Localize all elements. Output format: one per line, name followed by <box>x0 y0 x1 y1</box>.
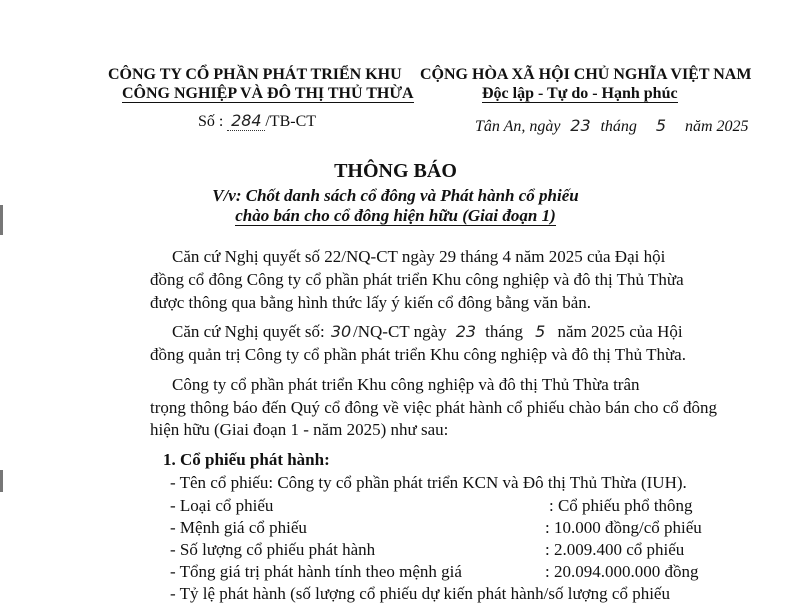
paragraph2-text-a: Căn cứ Nghị quyết số: <box>172 322 325 341</box>
paragraph2-line2: đồng quản trị Công ty cổ phần phát triển Khu công nghiệp và đô thị Thủ Thừa. <box>150 345 686 364</box>
paragraph1-line1: Căn cứ Nghị quyết số 22/NQ-CT ngày 29 tháng 4 năm 2025 của Đại hội <box>172 247 666 266</box>
scan-edge-mark <box>0 470 3 492</box>
document-title: THÔNG BÁO <box>334 160 457 182</box>
paragraph2-text-b: /NQ-CT ngày <box>353 322 447 341</box>
total-par-value-value: : 20.094.000.000 đồng <box>545 562 699 581</box>
company-name-line2 <box>122 85 414 103</box>
stock-name-line: - Tên cổ phiếu: Công ty cổ phần phát triển KCN và Đô thị Thủ Thừa (IUH). <box>170 473 687 492</box>
document-subject-line2 <box>0 206 791 226</box>
issue-quantity-value: : 2.009.400 cổ phiếu <box>545 540 685 559</box>
paragraph3-line1: Công ty cổ phần phát triển Khu công nghiệp và đô thị Thủ Thừa trân <box>172 375 640 394</box>
resolution-number: 30 <box>330 322 352 341</box>
paragraph3-line3: hiện hữu (Giai đoạn 1 - năm 2025) như sau: <box>150 420 449 439</box>
nation-motto <box>482 85 678 103</box>
section1-heading: 1. Cổ phiếu phát hành: <box>163 450 330 469</box>
issue-ratio-line: - Tỷ lệ phát hành (số lượng cổ phiếu dự kiến phát hành/số lượng cổ phiếu <box>170 584 670 603</box>
date-place: Tân An, ngày <box>475 118 561 135</box>
document-number-value: 284 <box>227 111 265 131</box>
resolution-month: 5 <box>535 322 546 341</box>
stock-type-label: - Loại cổ phiếu <box>170 496 274 515</box>
total-par-value-label: - Tổng giá trị phát hành tính theo mệnh giá <box>170 562 462 581</box>
par-value-value: : 10.000 đồng/cổ phiếu <box>545 518 702 537</box>
paragraph2-line1 <box>172 322 683 342</box>
issue-quantity-label: - Số lượng cổ phiếu phát hành <box>170 540 376 559</box>
paragraph2-text-c: tháng <box>485 322 523 341</box>
date-day: 23 <box>570 116 591 135</box>
document-subject-line2-text: chào bán cho cổ đông hiện hữu (Giai đoạn 1) <box>235 206 556 225</box>
date-month-label: tháng <box>600 118 637 135</box>
date-year: năm 2025 <box>684 118 749 135</box>
document-number-prefix: Số : <box>198 113 224 130</box>
date-month: 5 <box>655 116 667 135</box>
company-name-line2-text: CÔNG NGHIỆP VÀ ĐÔ THỊ THỦ THỪA <box>122 85 414 102</box>
paragraph1-line2: đồng cổ đông Công ty cổ phần phát triển Khu công nghiệp và đô thị Thủ Thừa <box>150 270 684 289</box>
stock-type-value: : Cổ phiếu phổ thông <box>549 496 693 515</box>
paragraph2-text-d: năm 2025 của Hội <box>557 322 683 341</box>
document-number <box>198 111 316 131</box>
document-date <box>475 116 749 136</box>
par-value-label: - Mệnh giá cổ phiếu <box>170 518 307 537</box>
nation-motto-text: Độc lập - Tự do - Hạnh phúc <box>482 85 678 102</box>
document-number-suffix: /TB-CT <box>265 113 317 130</box>
company-name-line1: CÔNG TY CỔ PHẦN PHÁT TRIỂN KHU <box>108 66 402 83</box>
nation-name: CỘNG HÒA XÃ HỘI CHỦ NGHĨA VIỆT NAM <box>420 66 752 83</box>
resolution-day: 23 <box>455 322 477 341</box>
document-subject-line1: V/v: Chốt danh sách cổ đông và Phát hành cổ phiếu <box>212 186 579 205</box>
paragraph3-line2: trọng thông báo đến Quý cổ đông về việc phát hành cổ phiếu chào bán cho cổ đông <box>150 398 717 417</box>
paragraph1-line3: được thông qua bằng hình thức lấy ý kiến cổ đông bằng văn bản. <box>150 293 591 312</box>
